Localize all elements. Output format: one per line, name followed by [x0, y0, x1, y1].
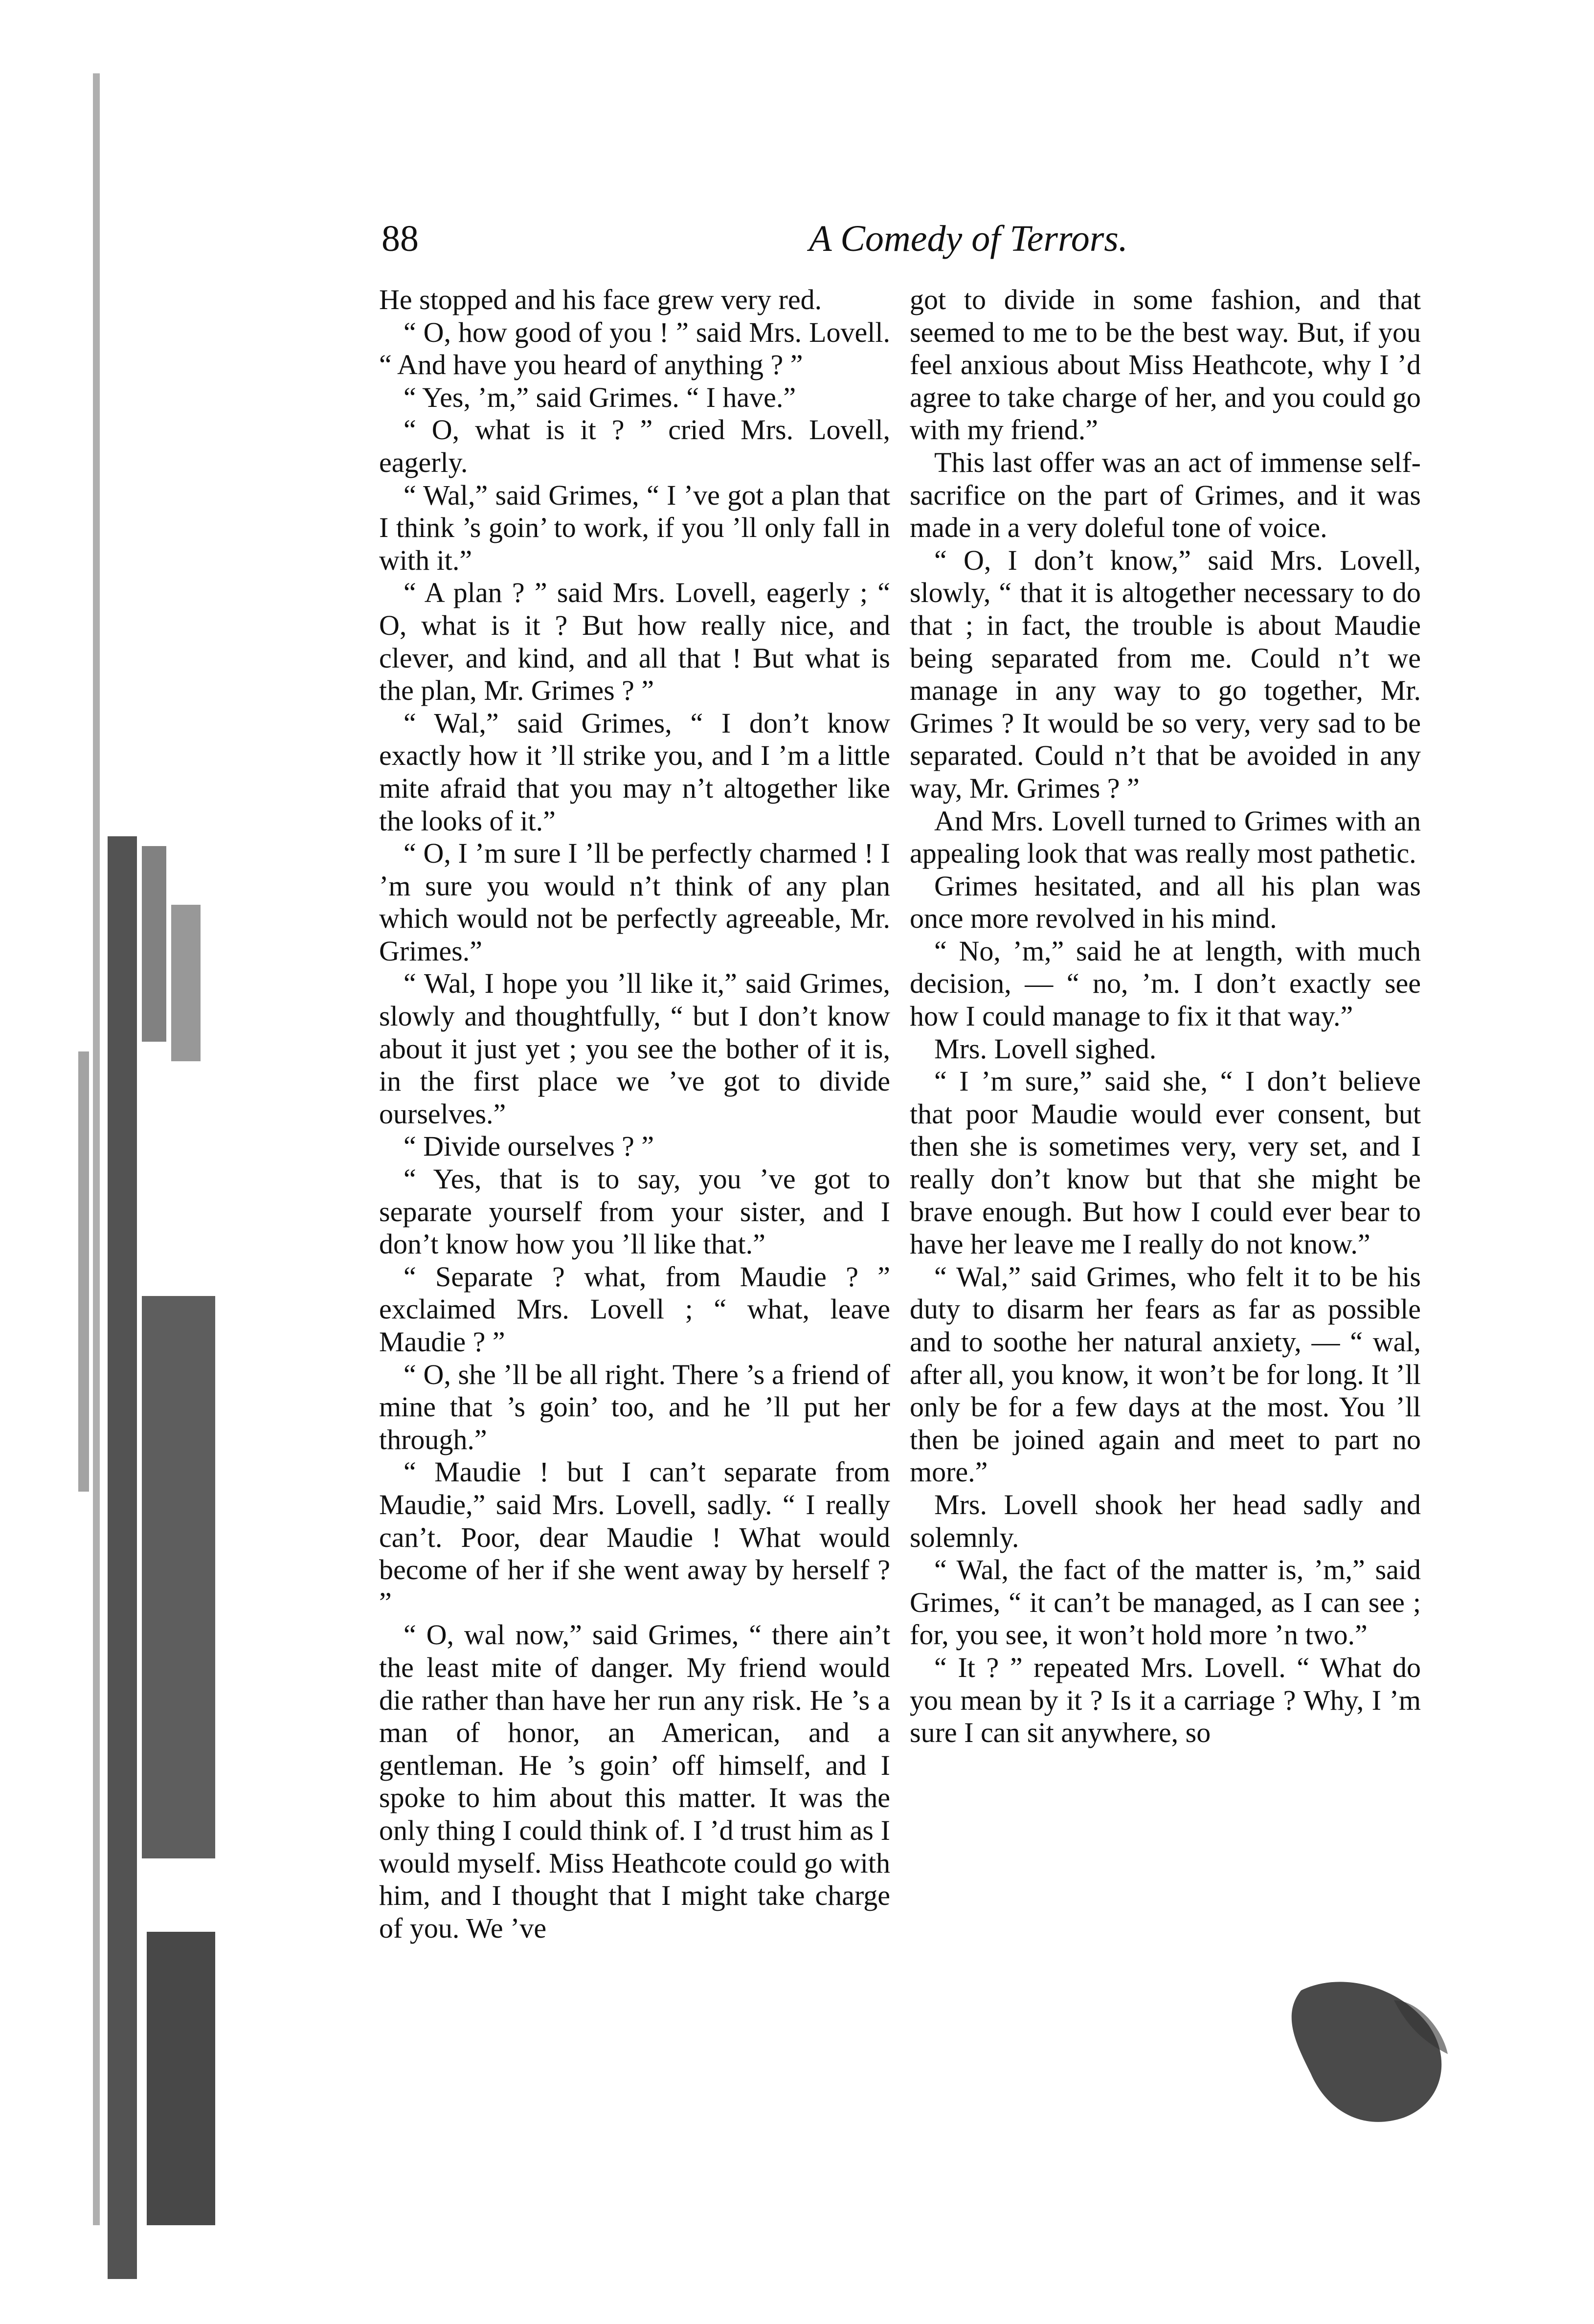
paragraph: “ Maudie ! but I can’t separate from Maudie,” said Mrs. Lovell, sadly. “ I really can’t. Poor, dear Maudie ! What would become of her if she went away by herself ? ”: [379, 1456, 890, 1618]
paragraph: “ O, I ’m sure I ’ll be perfectly charmed ! I ’m sure you would n’t think of any plan which would not be perfectly agreeable, Mr. Grimes.”: [379, 837, 890, 967]
paragraph: “ O, she ’ll be all right. There ’s a friend of mine that ’s goin’ too, and he ’ll put her through.”: [379, 1358, 890, 1455]
paragraph: “ Wal, the fact of the matter is, ’m,” said Grimes, “ it can’t be managed, as I can see ; for, you see, it won’t hold more ’n two.”: [910, 1554, 1421, 1651]
paragraph: “ A plan ? ” said Mrs. Lovell, eagerly ; “ O, what is it ? But how really nice, and clever, and kind, and all that ! But what is the plan, Mr. Grimes ? ”: [379, 577, 890, 707]
paragraph: “ O, I don’t know,” said Mrs. Lovell, slowly, “ that it is altogether necessary to do that ; in fact, the trouble is about Maudie being separated from me. Could n’t we manage in any way to go together, Mr. Grimes ? It would be so very, very sad to be separated. Could n’t that be avoided in any way, Mr. Grimes ? ”: [910, 544, 1421, 804]
paragraph: “ Wal,” said Grimes, “ I ’ve got a plan that I think ’s goin’ to work, if you ’ll only fall in with it.”: [379, 479, 890, 576]
page-number: 88: [382, 218, 419, 259]
paragraph: “ O, what is it ? ” cried Mrs. Lovell, eagerly.: [379, 414, 890, 478]
paragraph: “ O, how good of you ! ” said Mrs. Lovell. “ And have you heard of anything ? ”: [379, 316, 890, 381]
binding-shadow: [73, 73, 220, 2264]
paragraph: “ No, ’m,” said he at length, with much decision, — “ no, ’m. I don’t exactly see how I could manage to fix it that way.”: [910, 935, 1421, 1032]
paragraph: “ Wal,” said Grimes, who felt it to be his duty to disarm her fears as far as possible and to soothe her natural anxiety, — “ wal, after all, you know, it won’t be for long. It ’ll only be for a few days at the most. You ’ll then be joined again and meet to part no more.”: [910, 1260, 1421, 1488]
running-header: [382, 218, 1443, 271]
paragraph: Mrs. Lovell sighed.: [934, 1032, 1157, 1065]
paragraph: “ Divide ourselves ? ”: [404, 1130, 654, 1162]
paragraph: got to divide in some fashion, and that seemed to me to be the best way. But, if you feel anxious about Miss Heathcote, why I ’d agree to take charge of her, and you could go with my friend.”: [910, 284, 1421, 446]
paragraph: “ Yes, ’m,” said Grimes. “ I have.”: [404, 381, 796, 413]
right-column: [910, 284, 1421, 2215]
paragraph: He stopped and his face grew very red.: [379, 284, 822, 315]
paragraph: “ I ’m sure,” said she, “ I don’t believe that poor Maudie would ever consent, but then she is sometimes very, very set, and I really don’t know but that she might be brave enough. But how I could ever bear to have her leave me I really do not know.”: [910, 1065, 1421, 1260]
paragraph: “ Yes, that is to say, you ’ve got to separate yourself from your sister, and I don’t know how you ’ll like that.”: [379, 1163, 890, 1260]
running-title: A Comedy of Terrors.: [809, 218, 1128, 259]
paragraph: “ Wal,” said Grimes, “ I don’t know exactly how it ’ll strike you, and I ’m a little mite afraid that you may n’t altogether like the looks of it.”: [379, 707, 890, 837]
paragraph: “ Wal, I hope you ’ll like it,” said Grimes, slowly and thoughtfully, “ but I don’t know about it just yet ; you see the bother of it is, in the first place we ’ve got to divide ourselves.”: [379, 967, 890, 1130]
paragraph: “ Separate ? what, from Maudie ? ” exclaimed Mrs. Lovell ; “ what, leave Maudie ? ”: [379, 1260, 890, 1358]
paragraph: Grimes hesitated, and all his plan was once more revolved in his mind.: [910, 870, 1421, 935]
ink-stain: [1281, 1971, 1458, 2127]
paragraph: “ O, wal now,” said Grimes, “ there ain’t the least mite of danger. My friend would die rather than have her run any risk. He ’s a man of honor, an American, and a gentleman. He ’s goin’ off himself, and I spoke to him about this matter. It was the only thing I could think of. I ’d trust him as I would myself. Miss Heathcote could go with him, and I thought that I might take charge of you. We ’ve: [379, 1619, 890, 1944]
paragraph: And Mrs. Lovell turned to Grimes with an appealing look that was really most pathetic.: [910, 804, 1421, 870]
left-column: [379, 284, 890, 2215]
paragraph: Mrs. Lovell shook her head sadly and solemnly.: [910, 1488, 1421, 1553]
paragraph: This last offer was an act of immense self-sacrifice on the part of Grimes, and it was made in a very doleful tone of voice.: [910, 446, 1421, 544]
paragraph: “ It ? ” repeated Mrs. Lovell. “ What do you mean by it ? Is it a carriage ? Why, I ’m sure I can sit anywhere, so: [910, 1651, 1421, 1749]
